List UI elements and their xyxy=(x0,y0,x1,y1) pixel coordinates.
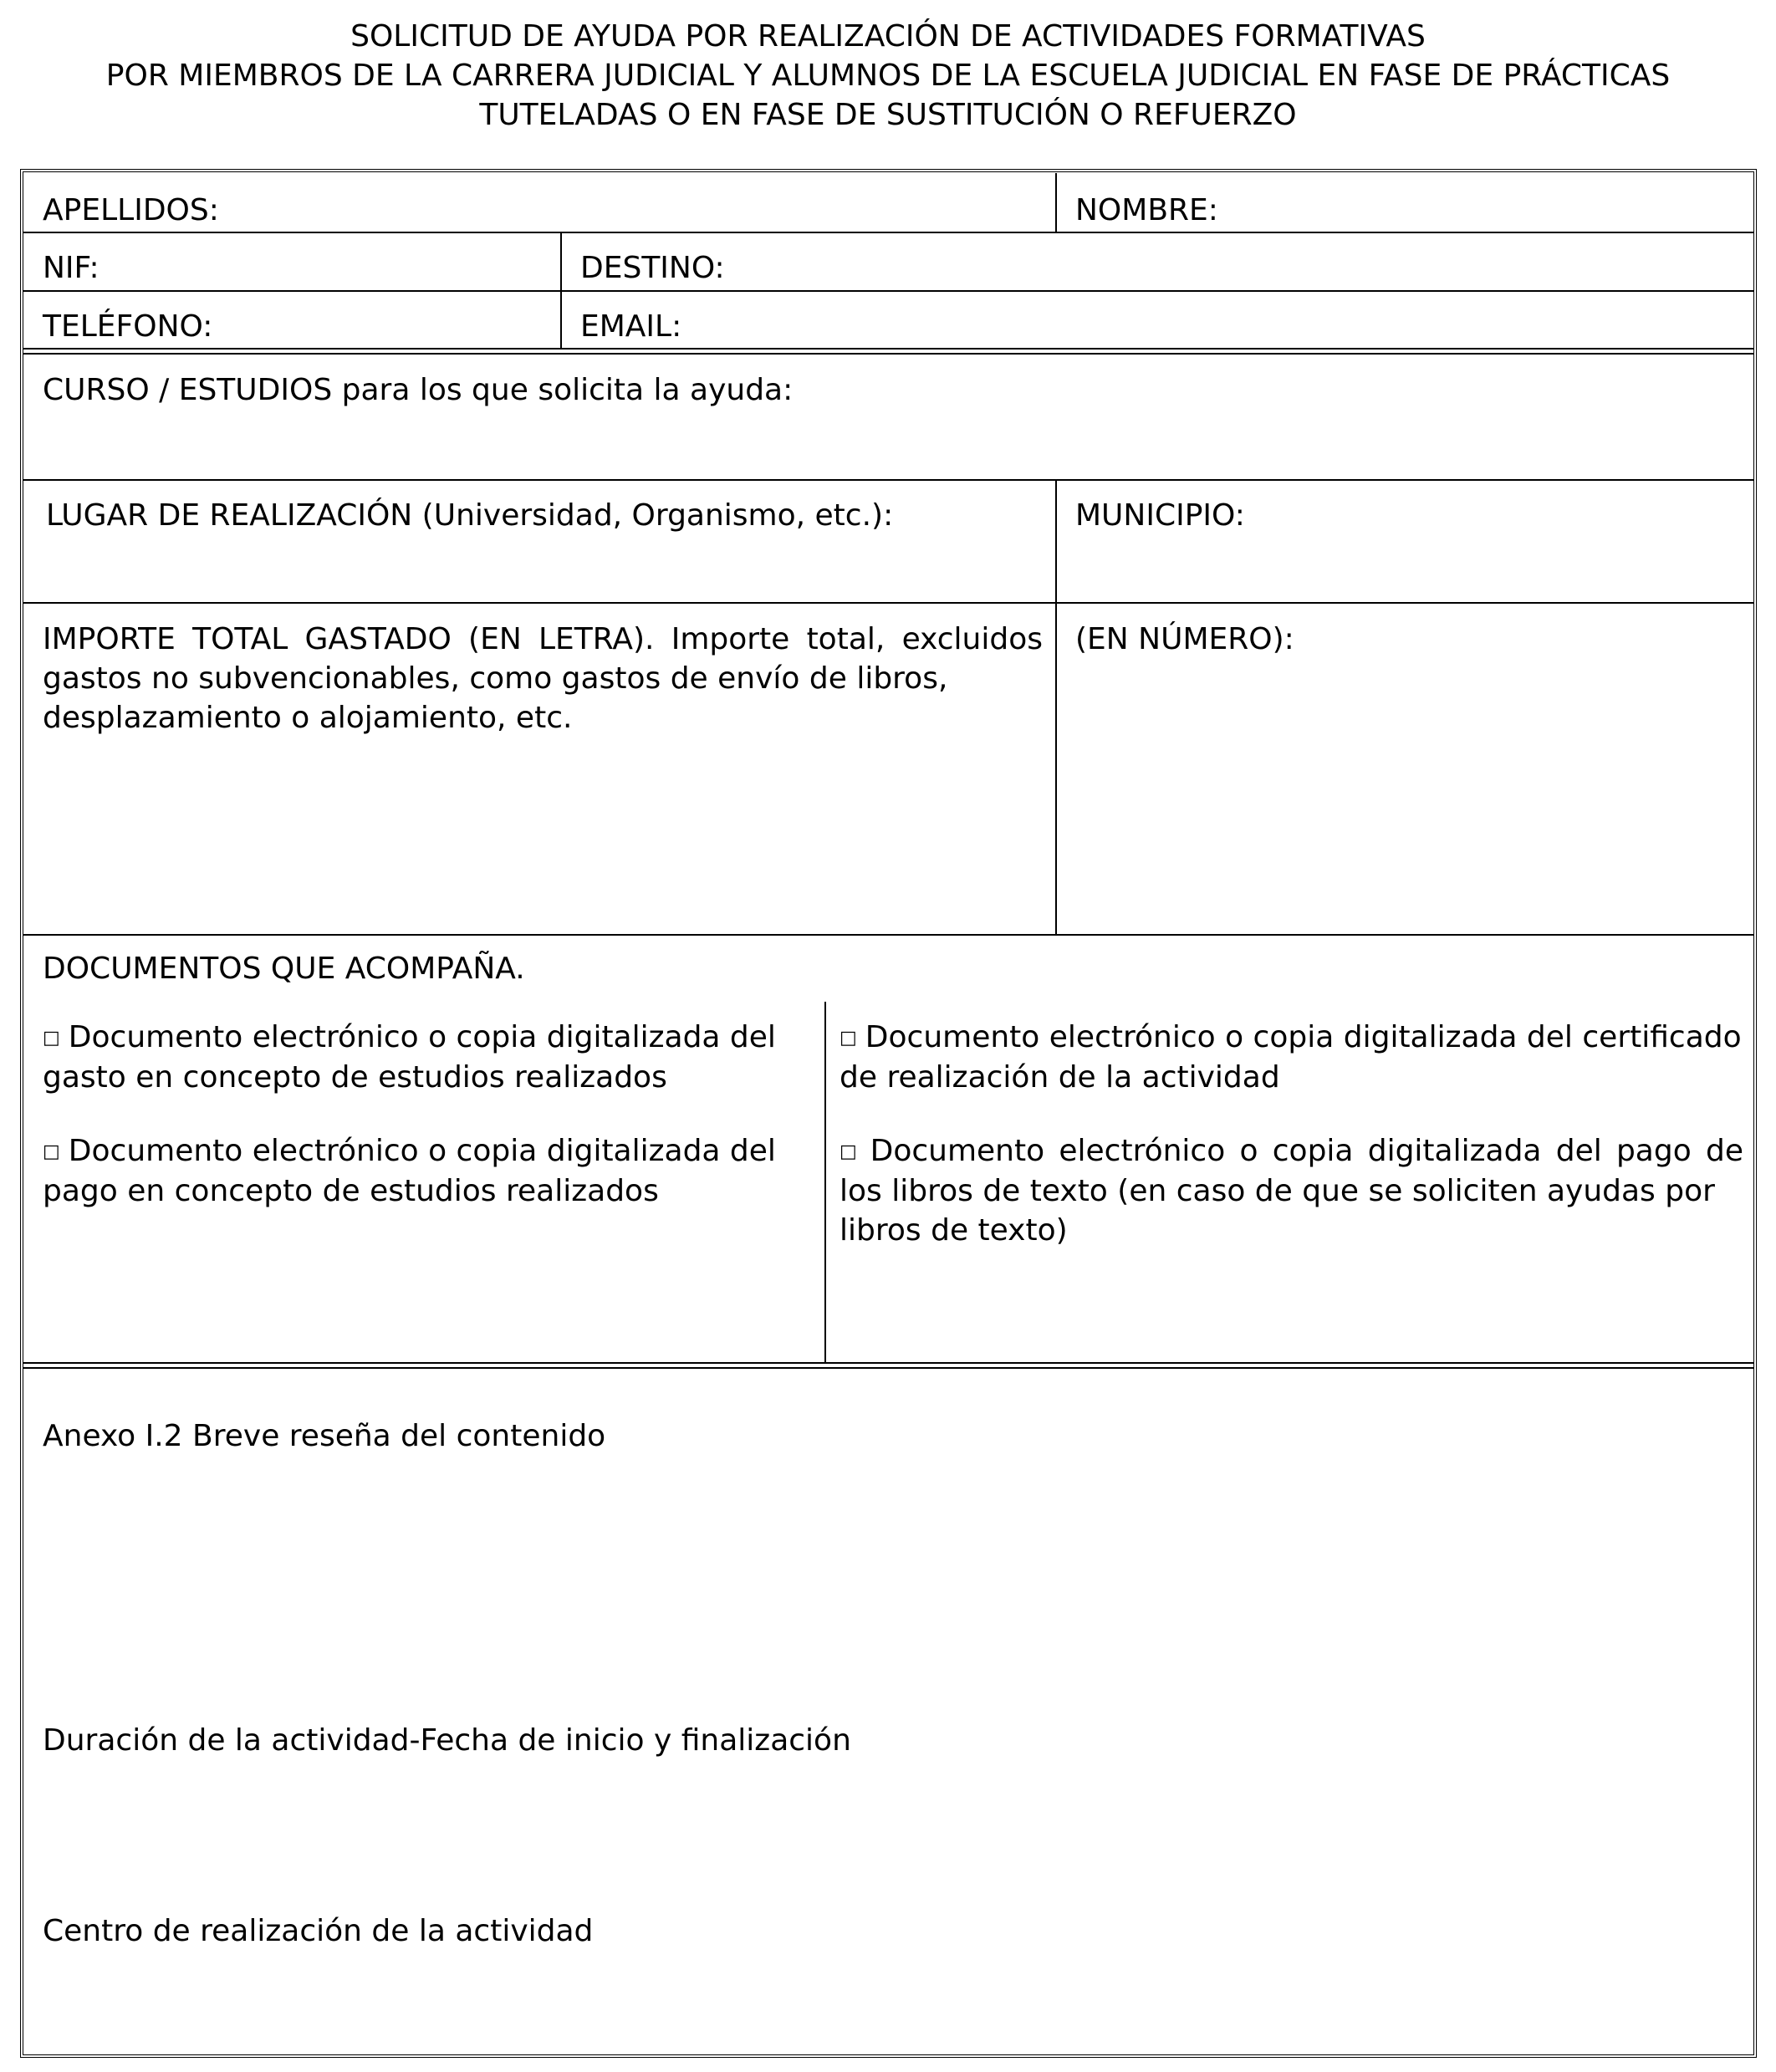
importe-letra-label-last: desplazamiento o alojamiento, etc. xyxy=(43,701,573,735)
divider-row-3 xyxy=(23,348,1753,350)
nombre-field[interactable]: NOMBRE: xyxy=(1075,193,1218,227)
doc-libros-option[interactable] xyxy=(840,1131,1743,1250)
divider-row-1 xyxy=(23,232,1753,233)
destino-field[interactable]: DESTINO: xyxy=(580,251,725,285)
doc-libros-label-last: libros de texto) xyxy=(840,1213,1068,1248)
divider-col-nombre xyxy=(1055,173,1057,232)
doc-pago-label-last: pago en concepto de estudios realizados xyxy=(43,1174,659,1208)
centro-field[interactable]: Centro de realización de la actividad xyxy=(43,1914,594,1948)
curso-field[interactable]: CURSO / ESTUDIOS para los que solicita la ayuda: xyxy=(43,373,794,407)
documents-heading: DOCUMENTOS QUE ACOMPAÑA. xyxy=(43,952,525,986)
divider-row-5 xyxy=(23,602,1753,604)
form-frame xyxy=(20,169,1757,2058)
doc-libros-label: Documento electrónico o copia digitalizada del pago de los libros de texto (en caso de que se soliciten ayudas por xyxy=(840,1134,1743,1208)
title-line-1: SOLICITUD DE AYUDA POR REALIZACIÓN DE ACTIVIDADES FORMATIVAS xyxy=(350,19,1426,54)
divider-col-documents xyxy=(824,1002,826,1362)
importe-letra-field[interactable] xyxy=(43,620,1043,737)
duracion-field[interactable]: Duración de la actividad-Fecha de inicio y finalización xyxy=(43,1723,851,1758)
doc-gasto-label-last: gasto en concepto de estudios realizados xyxy=(43,1060,667,1095)
divider-row-6 xyxy=(23,934,1753,936)
divider-col-destino xyxy=(560,232,562,348)
resena-field[interactable]: Anexo I.2 Breve reseña del contenido xyxy=(43,1419,606,1453)
email-field[interactable]: EMAIL: xyxy=(580,309,682,344)
doc-certificado-label: Documento electrónico o copia digitalizada del certificado xyxy=(865,1020,1742,1054)
doc-pago-option[interactable] xyxy=(43,1131,804,1211)
lugar-field[interactable]: LUGAR DE REALIZACIÓN (Universidad, Organismo, etc.): xyxy=(46,498,894,533)
doc-gasto-option[interactable] xyxy=(43,1018,804,1097)
divider-row-4 xyxy=(23,479,1753,481)
doc-gasto-label: Documento electrónico o copia digitalizada del xyxy=(68,1020,776,1054)
checkbox-icon[interactable]: □ xyxy=(840,1028,857,1049)
title-line-3: TUTELADAS O EN FASE DE SUSTITUCIÓN O REFUERZO xyxy=(479,98,1297,132)
title-line-2: POR MIEMBROS DE LA CARRERA JUDICIAL Y ALUMNOS DE LA ESCUELA JUDICIAL EN FASE DE PRÁCTICAS xyxy=(105,59,1671,93)
checkbox-icon[interactable]: □ xyxy=(43,1028,60,1049)
nif-field[interactable]: NIF: xyxy=(43,251,100,285)
divider-col-municipio xyxy=(1055,479,1057,934)
divider-row-2 xyxy=(23,290,1753,292)
doc-certificado-option[interactable] xyxy=(840,1018,1743,1097)
importe-letra-label: IMPORTE TOTAL GASTADO (EN LETRA). Importe total, excluidos gastos no subvencionables, como gastos de envío de libros, xyxy=(43,622,1043,696)
telefono-field[interactable]: TELÉFONO: xyxy=(43,309,213,344)
form-title xyxy=(0,17,1776,135)
importe-numero-field[interactable]: (EN NÚMERO): xyxy=(1075,622,1294,656)
divider-row-7b xyxy=(23,1367,1753,1369)
checkbox-icon[interactable]: □ xyxy=(840,1141,862,1162)
divider-row-3b xyxy=(23,353,1753,355)
checkbox-icon[interactable]: □ xyxy=(43,1141,60,1162)
doc-certificado-label-last: de realización de la actividad xyxy=(840,1060,1280,1095)
divider-row-7 xyxy=(23,1362,1753,1364)
municipio-field[interactable]: MUNICIPIO: xyxy=(1075,498,1245,533)
apellidos-field[interactable]: APELLIDOS: xyxy=(43,193,219,227)
doc-pago-label: Documento electrónico o copia digitalizada del xyxy=(68,1134,776,1168)
